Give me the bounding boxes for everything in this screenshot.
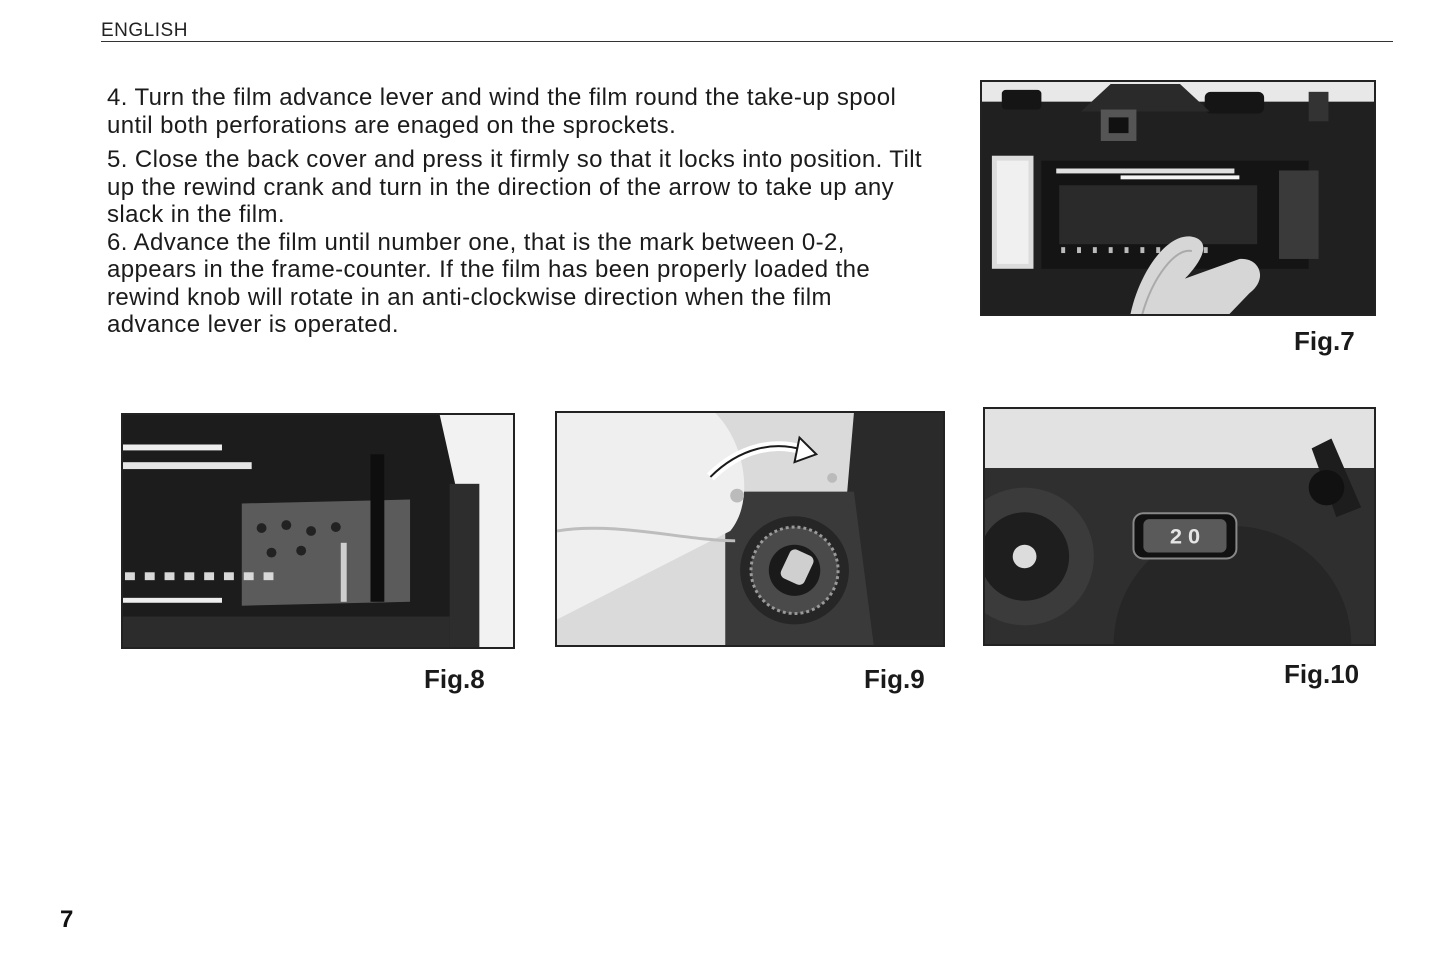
fig7-caption: Fig.7 [1294, 326, 1355, 356]
step-5: 5. Close the back cover and press it firmly so that it locks into position. Tilt up the rewind crank and turn in the direction of the arrow to take up any slack in the film. [107, 146, 922, 228]
step-6: 6. Advance the film until number one, that is the mark between 0-2, appears in the frame-counter. If the film has been properly loaded the rewind knob will rotate in an anti-clockwise direction when the film advance lever is operated. [107, 228, 871, 338]
page-number: 7 [60, 906, 74, 933]
fig9-caption: Fig.9 [864, 664, 925, 694]
fig7-photo [980, 80, 1376, 316]
frame-counter-digits: 2 0 [1169, 523, 1201, 549]
header-rule [101, 41, 1393, 42]
fig9-photo [555, 411, 945, 647]
instruction-steps [107, 84, 927, 346]
fig8-photo [121, 413, 515, 649]
fig8-caption: Fig.8 [424, 664, 485, 694]
fig10-caption: Fig.10 [1284, 659, 1360, 689]
language-header: ENGLISH [101, 20, 188, 41]
fig10-photo [983, 407, 1376, 646]
step-4: 4. Turn the film advance lever and wind the film round the take-up spool until both perforations are enaged on the sprockets. [107, 84, 897, 139]
